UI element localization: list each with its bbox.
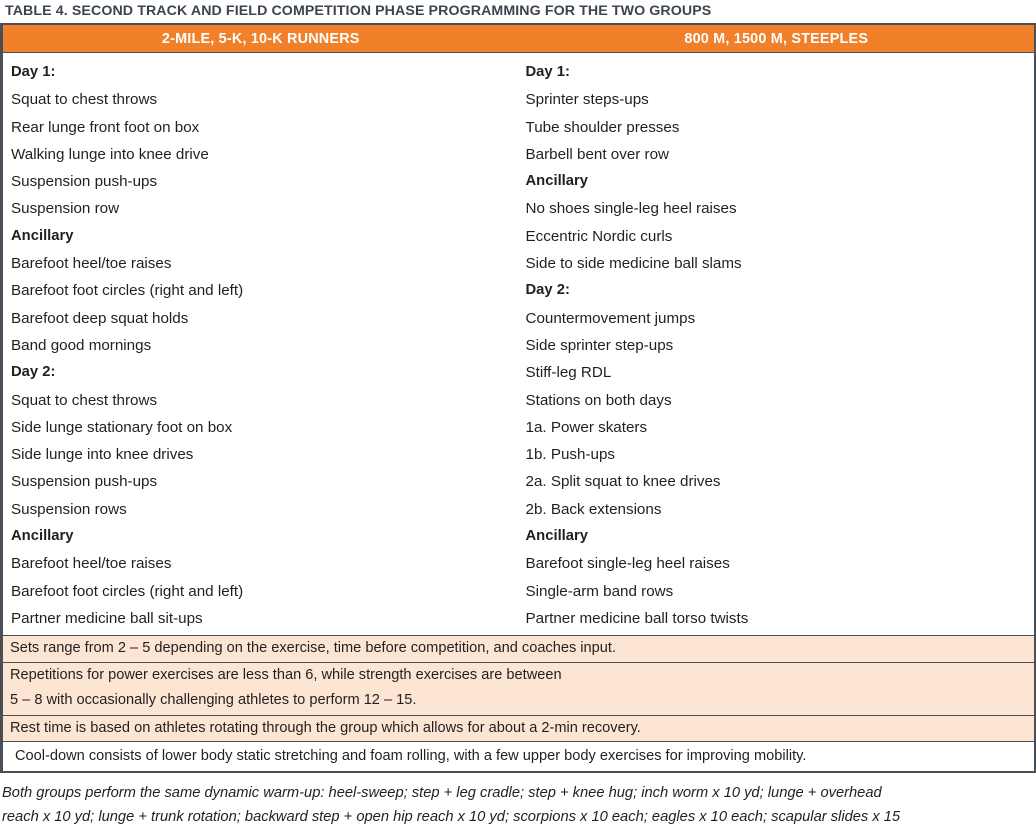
list-item: Suspension rows <box>11 500 127 518</box>
note-sets: Sets range from 2 – 5 depending on the exercise, time before competition, and coaches input. <box>3 636 1034 663</box>
list-item: Sprinter steps-ups <box>525 91 649 109</box>
list-item: Suspension push-ups <box>11 473 158 491</box>
list-item: Single-arm band rows <box>525 582 674 600</box>
list-item: Barefoot heel/toe raises <box>11 255 172 273</box>
list-item: Band good mornings <box>11 336 152 354</box>
list-item: Day 2: <box>525 282 570 299</box>
note-rest: Rest time is based on athletes rotating through the group which allows for about a 2-min recovery. <box>10 719 641 736</box>
list-item: Ancillary <box>11 227 74 244</box>
column-header-middle-distance: 800 M, 1500 M, STEEPLES <box>684 30 869 47</box>
notes-block <box>3 635 1034 741</box>
list-item: Countermovement jumps <box>525 309 696 327</box>
list-item: Barefoot deep squat holds <box>11 309 189 327</box>
note-cooldown: Cool-down consists of lower body static stretching and foam rolling, with a few upper body exercises for improving mobility. <box>3 741 1034 771</box>
list-item: Partner medicine ball sit-ups <box>11 609 203 627</box>
list-item: Barefoot single-leg heel raises <box>525 555 730 573</box>
list-item: Side lunge into knee drives <box>11 446 194 464</box>
list-item: Ancillary <box>11 528 74 545</box>
list-item: Barbell bent over row <box>525 145 670 163</box>
column-header-runners: 2-MILE, 5-K, 10-K RUNNERS <box>161 30 360 47</box>
table-footnote <box>0 773 1036 829</box>
column-middle-distance <box>519 53 1035 635</box>
list-item: Day 2: <box>11 364 56 381</box>
list-item: Day 1: <box>11 64 56 80</box>
footnote-line2: reach x 10 yd; lunge + trunk rotation; backward step + open hip reach x 10 yd; scorpions x 10 each; eagles x 10 each; scapular slides x 15 <box>2 808 901 825</box>
list-item: Suspension row <box>11 200 120 218</box>
list-item: Side sprinter step-ups <box>525 336 674 354</box>
table-header-row <box>3 25 1034 52</box>
list-item: Barefoot foot circles (right and left) <box>11 282 244 300</box>
column-runners <box>3 53 519 635</box>
footnote-line1: Both groups perform the same dynamic warm-up: heel-sweep; step + leg cradle; step + knee hug; inch worm x 10 yd; lunge + overhead <box>2 785 882 802</box>
list-item: Eccentric Nordic curls <box>525 227 673 245</box>
note-repetitions-line1: Repetitions for power exercises are less than 6, while strength exercises are between <box>10 666 562 683</box>
list-item: Side lunge stationary foot on box <box>11 418 233 436</box>
list-item: 1b. Push-ups <box>525 446 615 464</box>
list-item: Rear lunge front foot on box <box>11 118 200 136</box>
list-item: Walking lunge into knee drive <box>11 145 209 163</box>
list-item: 1a. Power skaters <box>525 418 648 436</box>
list-item: No shoes single-leg heel raises <box>525 200 737 218</box>
note-repetitions-line2: 5 – 8 with occasionally challenging athletes to perform 12 – 15. <box>10 692 417 709</box>
list-item: Suspension push-ups <box>11 173 158 191</box>
list-item: Squat to chest throws <box>11 391 158 409</box>
list-item: Side to side medicine ball slams <box>525 255 742 273</box>
list-item: Day 1: <box>525 64 570 80</box>
table-title: TABLE 4. SECOND TRACK AND FIELD COMPETITION PHASE PROGRAMMING FOR THE TWO GROUPS <box>5 3 712 19</box>
list-item: Partner medicine ball torso twists <box>525 609 749 627</box>
list-item: Barefoot foot circles (right and left) <box>11 582 244 600</box>
list-item: Barefoot heel/toe raises <box>11 555 172 573</box>
list-item: Stations on both days <box>525 391 672 409</box>
list-item: 2a. Split squat to knee drives <box>525 473 721 491</box>
table-body-box <box>0 23 1036 773</box>
note-repetitions <box>3 663 1034 716</box>
list-item: Tube shoulder presses <box>525 118 680 136</box>
list-item: Squat to chest throws <box>11 91 158 109</box>
list-item: 2b. Back extensions <box>525 500 662 518</box>
list-item: Ancillary <box>525 173 589 190</box>
list-item: Stiff-leg RDL <box>525 364 612 382</box>
list-item: Ancillary <box>525 528 589 545</box>
table-content-row <box>3 52 1034 635</box>
